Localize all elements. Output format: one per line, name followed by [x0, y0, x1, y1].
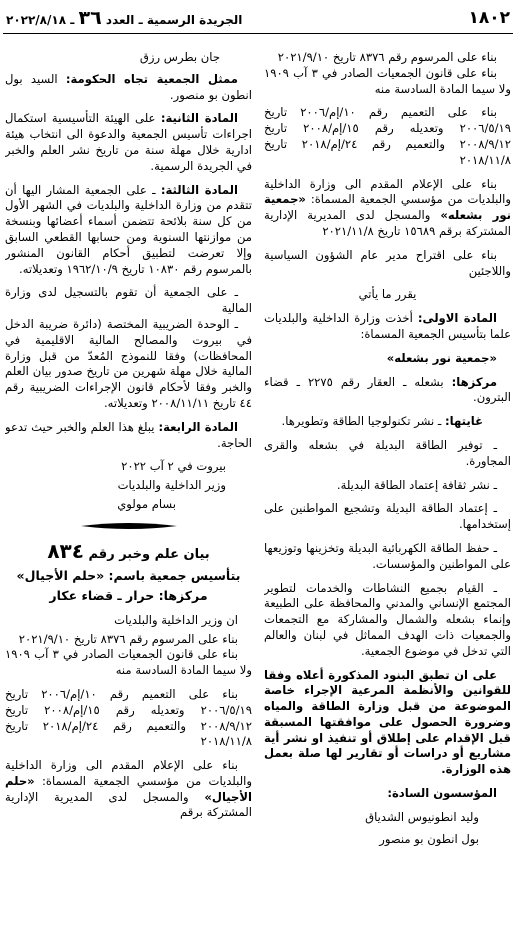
column-left — [5, 50, 252, 932]
notice-2-minister: ان وزير الداخلية والبلديات — [114, 612, 238, 627]
founder-name: بول انطون بو منصور — [379, 831, 479, 846]
header-rule — [3, 33, 513, 34]
notice-2-preamble-law: بناء على قانون الجمعيات الصادر في ٣ آب ١٩٠٩ ولا سيما المادة السادسة منه — [5, 647, 252, 678]
association-name: «جمعية نور بشعله» — [386, 350, 497, 365]
article-4-label: المادة الرابعة: — [158, 419, 239, 434]
representative-text: السيد بول انطون بو منصور. — [5, 71, 252, 102]
notice-title-text: بيان علم وخبر رقم — [88, 546, 210, 562]
notice-2-association-name: «حلم الأجيال» — [5, 773, 252, 804]
column-right — [264, 50, 511, 932]
notice-2-preamble-circular: بناء على التعميم رقم ١٠/إم/٢٠٠٦ تاريخ ٢٠٠٦/٥/١٩ وتعديله رقم ١٥/إم/٢٠٠٨ تاريخ ٢٠٠٨/٩/١٢ والتعميم رقم ٢٤/إم/٢٠١٨ تاريخ ٢٠١٨/١١/٨ — [5, 686, 252, 749]
decision-heading: يقرر ما يأتي — [358, 287, 417, 302]
representative — [5, 72, 252, 104]
article-4-text: يبلغ هذا العلم والخبر حيث تدعو الحاجة. — [5, 419, 252, 450]
representative-label: ممثل الجمعية تجاه الحكومة: — [65, 71, 238, 86]
article-3-registration: ـ على الجمعية أن تقوم بالتسجيل لدى وزارة المالية — [5, 285, 252, 316]
founder-name: جان بطرس رزق — [139, 50, 220, 64]
article-3 — [5, 183, 252, 278]
notice-number: ٨٣٤ — [47, 538, 84, 563]
goals — [264, 414, 511, 430]
signature-title: وزير الداخلية والبلديات — [117, 478, 226, 493]
notice-2-preamble-notification — [5, 758, 252, 821]
headquarters — [264, 375, 511, 407]
headquarters-text: بشعله ـ العقار رقم ٢٢٧٥ ـ قضاء البترون. — [264, 374, 511, 405]
page-header — [6, 6, 510, 30]
article-2-text: على الهيئة التأسيسية استكمال اجراءات تأسيس الجمعية والدعوة الى انتخاب هيئة ادارية خلال مهلة سنة من تاريخ نشر العلم والخبر في الجريدة الرسمية. — [5, 111, 252, 173]
article-2 — [5, 111, 252, 174]
notice-title — [5, 538, 252, 565]
article-1-label: المادة الاولى: — [417, 311, 497, 326]
preamble-decree: بناء على المرسوم رقم ٨٣٧٦ تاريخ ٢٠٢١/٩/١٠ — [277, 50, 497, 64]
notification-text: بناء على الإعلام المقدم الى وزارة الداخلية والبلديات من مؤسسي الجمعية المسماة: — [264, 176, 511, 207]
headquarters-label: مركزها: — [451, 374, 498, 389]
goal-item: ـ نشر تكنولوجيا الطاقة وتطويرها. — [281, 414, 442, 429]
divider-ornament — [81, 521, 177, 531]
preamble-notification — [264, 177, 511, 240]
notice-2-preamble-decree: بناء على المرسوم رقم ٨٣٧٦ تاريخ ٢٠٢١/٩/١٠ — [18, 631, 238, 646]
article-1 — [264, 311, 511, 343]
article-3-label: المادة الثالثة: — [160, 182, 238, 197]
goal-item: ـ حفظ الطاقة الكهربائية البديلة وتخزينها وتوزيعها على المواطنين والمؤسسات. — [264, 540, 511, 571]
issue-date: ـ ٢٠٢٢/٨/١٨ — [6, 13, 75, 27]
goal-item: ـ إعتماد الطاقة البديلة وتشجيع المواطنين على إستخدامها. — [264, 501, 511, 532]
article-4 — [5, 420, 252, 452]
preamble-proposal: بناء على اقتراح مدير عام الشؤون السياسية واللاجئين — [264, 247, 511, 278]
publication-name: الجريدة الرسمية ـ العدد — [105, 13, 243, 27]
notification-registration: والمسجل لدى المديرية الإدارية المشتركة برقم ١٥٦٨٩ تاريخ ٢٠٢١/١١/٨ — [264, 208, 511, 238]
signature-name: بسام مولوي — [117, 496, 176, 511]
notice-headquarters: مركزها: حرار ـ قضاء عكار — [49, 587, 208, 603]
issue-info — [6, 7, 242, 29]
founders-label: المؤسسون السادة: — [387, 786, 497, 801]
section-divider — [5, 521, 252, 531]
signature-place-date: بيروت في ٢ آب ٢٠٢٢ — [121, 459, 226, 474]
issue-number: ٣٦ — [78, 7, 102, 29]
page-number: ١٨٠٢ — [468, 8, 510, 28]
notice-2-notification-registration: والمسجل لدى المديرية الإدارية المشتركة برقم — [5, 789, 252, 820]
article-1-text: أخذت وزارة الداخلية والبلديات علما بتأسيس الجمعية المسماة: — [264, 311, 511, 341]
notice-subtitle: بتأسيس جمعية باسم: «حلم الأجيال» — [16, 567, 241, 583]
article-3-tax-unit: ـ الوحدة الضريبية المختصة (دائرة ضريبة الدخل في بيروت والمصالح المالية الاقليمية في المحافظات) وفقا للنموذج المُعدّ من قبل وزارة المالية خلال مهلة شهرين من تاريخ صدور بيان العلم والخبر وفقا لأحكام قانون الإجراءات الضريبية رقم ٤٤ تاريخ ٢٠٠٨/١١/١١ وتعديلاته. — [5, 316, 252, 410]
goal-item: ـ توفير الطاقة البديلة في بشعله والقرى المجاورة. — [264, 437, 511, 468]
article-2-label: المادة الثانية: — [160, 111, 238, 126]
goals-label: غايتها: — [444, 414, 483, 429]
association-name-inline: «جمعية نور بشعله» — [264, 192, 511, 223]
goal-item: ـ القيام بجميع النشاطات والخدمات لتطوير المجتمع الإنساني والمدني والمحافظة على الطبيعة وإنماء بشعله والشمال والمشاركة مع التجمعات والجمعيات ذات الهدف المماثل في لبنان والعالم التي تدخل في موضوع الجمعية. — [264, 580, 511, 658]
founder-name: وليد انطونيوس الشدياق — [365, 809, 479, 824]
condition-clause: على ان تطبق البنود المذكورة أعلاه وفقا للقوانين والأنظمة المرعية الإجراء خاصة الموضوعة من قبل وزارة الطاقة والمياه وضرورة الحصول على موافقتها المسبقة قبل الإقدام على إطلاق أو تنفيذ او نشر أية مشاريع أو دراسات أو تقارير لها صلة بعمل هذه الوزارة. — [264, 667, 511, 777]
article-3-text: ـ على الجمعية المشار اليها أن تتقدم من وزارة الداخلية والبلديات في الشهر الأول من كل سنة بلائحة تتضمن أسماء أعضائها وبنسخة من موازنتها السنوية ومن حسابها القطعي السابق وإلا تعرضت لتطبيق أحكام القانون المنشور بالمرسوم رقم ١٠٨٣٠ تاريخ ١٩٦٢/١٠/٩ وتعديلاته. — [5, 182, 252, 276]
goal-item: ـ نشر ثقافة إعتماد الطاقة البديلة. — [336, 477, 497, 492]
preamble-law: بناء على قانون الجمعيات الصادر في ٣ آب ١٩٠٩ ولا سيما المادة السادسة منه — [264, 65, 511, 96]
notice-2-notification-text: بناء على الإعلام المقدم الى وزارة الداخلية والبلديات من مؤسسي الجمعية المسماة: — [5, 758, 252, 788]
preamble-circular: بناء على التعميم رقم ١٠/إم/٢٠٠٦ تاريخ ٢٠٠٦/٥/١٩ وتعديله رقم ١٥/إم/٢٠٠٨ تاريخ ٢٠٠٨/٩/١٢ والتعميم رقم ٢٤/إم/٢٠١٨ تاريخ ٢٠١٨/١١/٨ — [264, 105, 511, 167]
